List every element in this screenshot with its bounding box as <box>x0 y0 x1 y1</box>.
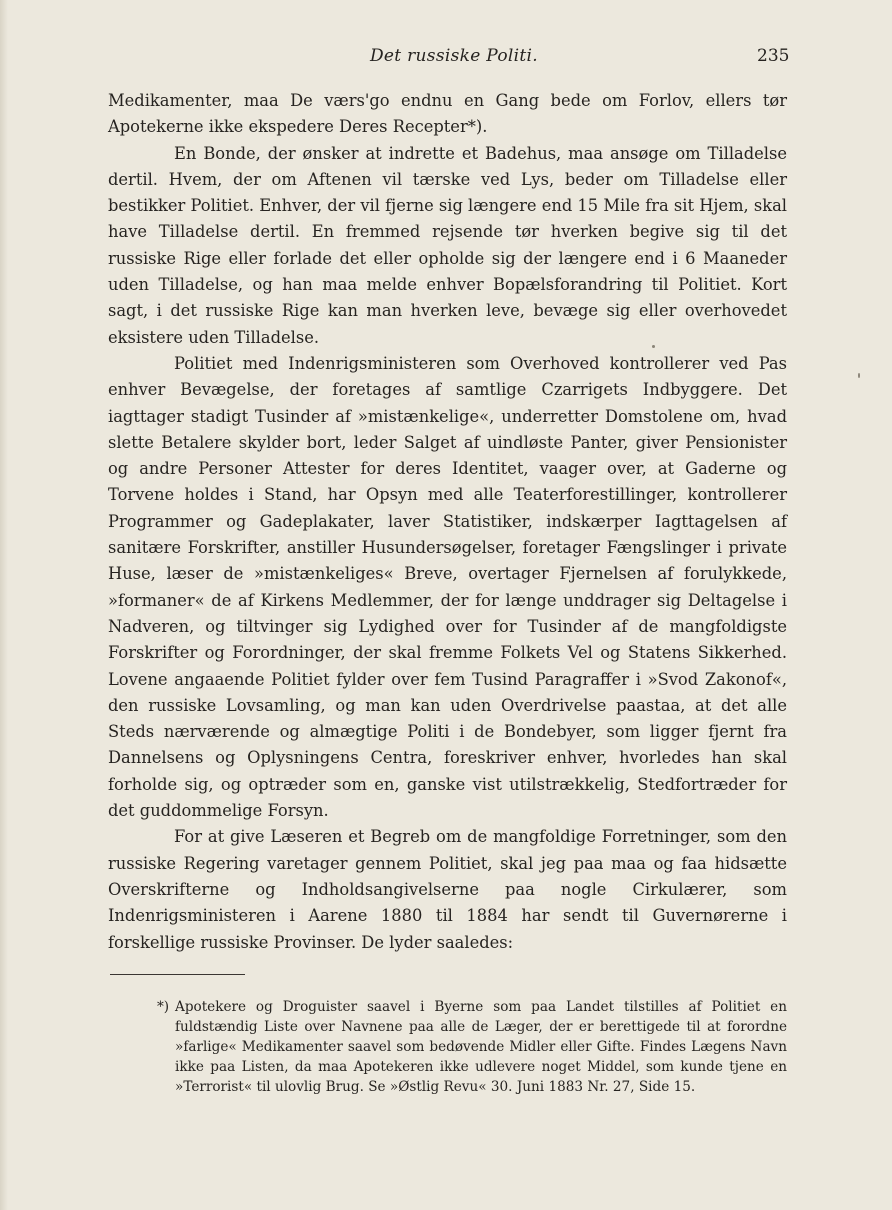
body-text <box>108 88 787 956</box>
paragraph: For at give Læseren et Begreb om de mangfoldige Forretninger, som den russiske Regering varetager gennem Politiet, skal jeg paa maa og faa hidsætte Overskrifterne og Indholdsangivelserne paa nogle Cirkulærer, som Indenrigsministeren i Aarene 1880 til 1884 har sendt til Guvernørerne i forskellige russiske Provinser. De lyder saaledes: <box>108 827 787 952</box>
paragraph-continuation: Medikamenter, maa De værs'go endnu en Gang bede om Forlov, ellers tør Apotekerne ikke ekspedere Deres Recepter*). <box>108 91 787 137</box>
footnote-text: Apotekere og Droguister saavel i Byerne som paa Landet tilstilles af Politiet en fuldstændig Liste over Navnene paa alle de Læger, der er berettigede til at forordne »farlige« Medikamenter saavel som bedøvende Midler eller Gifte. Findes Lægens Navn ikke paa Listen, da maa Apotekeren ikke udlevere noget Middel, som kunde tjene en »Terrorist« til ulovlig Brug. Se »Østlig Revu« 30. Juni 1883 Nr. 27, Side 15. <box>175 999 787 1095</box>
paper-speck <box>858 373 860 378</box>
page-edge-shadow <box>0 0 8 1210</box>
paragraph: En Bonde, der ønsker at indrette et Badehus, maa ansøge om Tilladelse dertil. Hvem, der om Aftenen vil tærske ved Lys, beder om Tilladelse eller bestikker Politiet. Enhver, der vil fjerne sig længere end 15 Mile fra sit Hjem, skal have Tilladelse dertil. En fremmed rejsende tør hverken begive sig til det russiske Rige eller forlade det eller opholde sig der længere end i 6 Maaneder uden Tilladelse, og han maa melde enhver Bopælsforandring til Politiet. Kort sagt, i det russiske Rige kan man hverken leve, bevæge sig eller overhovedet eksistere uden Tilladelse. <box>108 143 787 347</box>
paragraph: Politiet med Indenrigsministeren som Overhoved kontrollerer ved Pas enhver Bevægelse, der foretages af samtlige Czarrigets Indbyggere. Det iagttager stadigt Tusinder af »mistænkelige«, underretter Domstolene om, hvad slette Betalere skylder bort, leder Salget af uindløste Panter, giver Pensionister og andre Personer Attester for deres Identitet, vaager over, at Gaderne og Torvene holdes i Stand, har Opsyn med alle Teaterforestillinger, kontrollerer Programmer og Gadeplakater, laver Statistiker, indskærper Iagttagelsen af sanitære Forskrifter, anstiller Husundersøgelser, foretager Fængslinger i private Huse, læser de »mistænkeliges« Breve, overtager Fjernelsen af forulykkede, »formaner« de af Kirkens Medlemmer, der for længe unddrager sig Deltagelse i Nadveren, og tiltvinger sig Lydighed over for Tusinder af de mangfoldigste Forskrifter og Forordninger, der skal fremme Folkets Vel og Statens Sikkerhed. Lovene angaaende Politiet fylder over fem Tusind Paragraffer i »Svod Zakonof«, den russiske Lovsamling, og man kan uden Overdrivelse paastaa, at det alle Steds nærværende og almægtige Politi i de Bondebyer, som ligger fjernt fra Dannelsens og Oplysningens Centra, foreskriver enhver, hvorledes han skal forholde sig, og optræder som en, ganske vist utilstrækkelig, Stedfortræder for det guddommelige Forsyn. <box>108 353 787 821</box>
paper-speck <box>652 345 655 348</box>
page-number: 235 <box>757 46 790 66</box>
footnote-marker: *) <box>157 999 170 1015</box>
footnote <box>157 997 787 1097</box>
footnote-divider <box>110 974 245 975</box>
page-header <box>0 46 892 72</box>
running-title: Det russiske Politi. <box>370 46 538 66</box>
